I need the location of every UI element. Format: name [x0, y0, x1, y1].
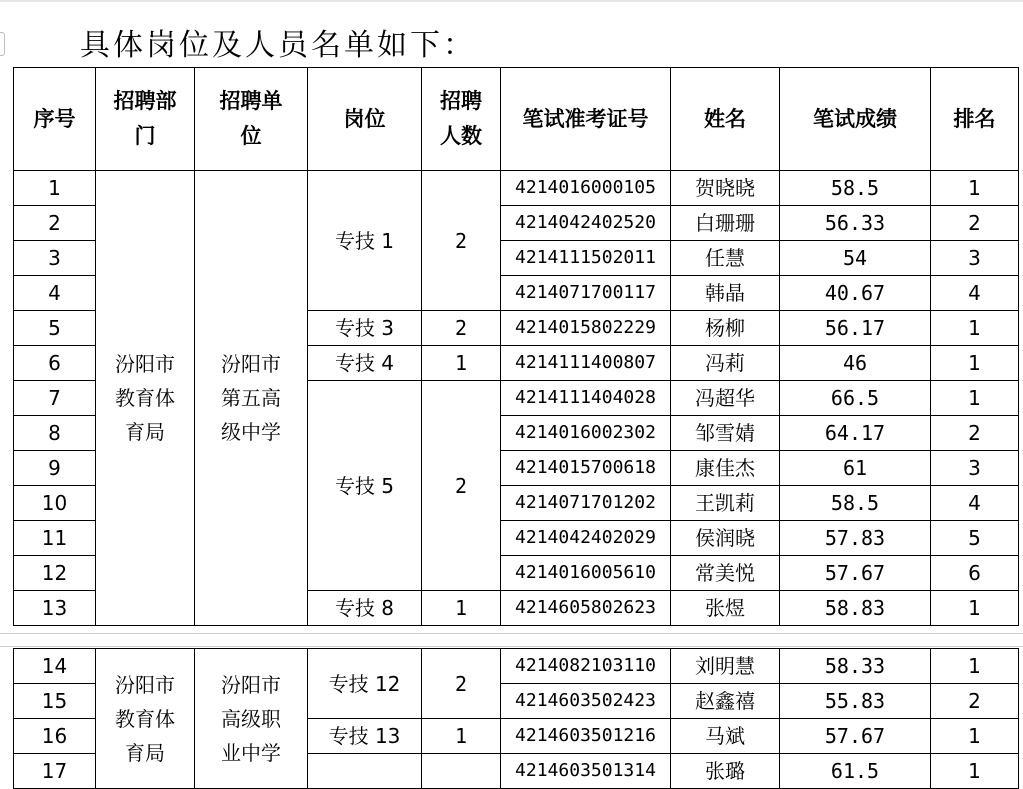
cell-rank: 4: [931, 276, 1019, 311]
cell-count: 1: [422, 346, 501, 381]
header-row: [14, 68, 1019, 171]
cell-rank: 1: [931, 649, 1019, 684]
cell-seq: 14: [14, 649, 96, 684]
cell-rank: 1: [931, 719, 1019, 754]
page-heading: 具体岗位及人员名单如下：: [80, 28, 476, 63]
cell-score: 61: [780, 451, 931, 486]
cell-exam-id: 4214603501216: [501, 719, 671, 754]
cell-name: 杨柳: [671, 311, 780, 346]
cell-score: 54: [780, 241, 931, 276]
cell-count: 1: [422, 591, 501, 626]
margin-marker: [0, 32, 5, 56]
cell-score: 61.5: [780, 754, 931, 789]
cell-score: 57.83: [780, 521, 931, 556]
cell-rank: 5: [931, 521, 1019, 556]
cell-exam-id: 4214042402029: [501, 521, 671, 556]
cell-seq: 16: [14, 719, 96, 754]
cell-rank: 1: [931, 754, 1019, 789]
cell-score: 58.5: [780, 486, 931, 521]
header-count: 招聘 人数: [422, 68, 501, 171]
cell-post: [308, 754, 422, 789]
cell-exam-id: 4214015802229: [501, 311, 671, 346]
cell-seq: 15: [14, 684, 96, 719]
cell-post: 专技 1: [308, 171, 422, 311]
cell-score: 40.67: [780, 276, 931, 311]
cell-name: 张璐: [671, 754, 780, 789]
table-row: [14, 171, 1019, 206]
header-dept: 招聘部 门: [96, 68, 195, 171]
cell-seq: 10: [14, 486, 96, 521]
cell-name: 冯莉: [671, 346, 780, 381]
header-seq: 序号: [14, 68, 96, 171]
cell-rank: 3: [931, 451, 1019, 486]
cell-seq: 8: [14, 416, 96, 451]
page-top-edge: [0, 0, 1023, 2]
cell-exam-id: 4214016002302: [501, 416, 671, 451]
cell-exam-id: 4214111400807: [501, 346, 671, 381]
header-score: 笔试成绩: [780, 68, 931, 171]
cell-exam-id: 4214071700117: [501, 276, 671, 311]
cell-score: 57.67: [780, 719, 931, 754]
cell-score: 55.83: [780, 684, 931, 719]
cell-seq: 11: [14, 521, 96, 556]
cell-name: 王凯莉: [671, 486, 780, 521]
cell-seq: 17: [14, 754, 96, 789]
header-post: 岗位: [308, 68, 422, 171]
cell-name: 马斌: [671, 719, 780, 754]
header-exam-id: 笔试准考证号: [501, 68, 671, 171]
cell-dept: 汾阳市 教育体 育局: [96, 171, 195, 626]
cell-post: 专技 5: [308, 381, 422, 591]
cell-unit: 汾阳市 第五高 级中学: [195, 171, 308, 626]
cell-name: 赵鑫禧: [671, 684, 780, 719]
cell-seq: 12: [14, 556, 96, 591]
header-rank: 排名: [931, 68, 1019, 171]
cell-count: [422, 754, 501, 789]
cell-exam-id: 4214042402520: [501, 206, 671, 241]
cell-score: 56.17: [780, 311, 931, 346]
cell-seq: 13: [14, 591, 96, 626]
cell-rank: 1: [931, 346, 1019, 381]
cell-seq: 5: [14, 311, 96, 346]
cell-exam-id: 4214605802623: [501, 591, 671, 626]
cell-seq: 7: [14, 381, 96, 416]
cell-name: 张煜: [671, 591, 780, 626]
page-break-gap: [0, 633, 1023, 647]
cell-rank: 1: [931, 381, 1019, 416]
cell-count: 2: [422, 649, 501, 719]
cell-post: 专技 4: [308, 346, 422, 381]
cell-rank: 1: [931, 591, 1019, 626]
cell-score: 58.5: [780, 171, 931, 206]
cell-count: 2: [422, 381, 501, 591]
cell-post: 专技 3: [308, 311, 422, 346]
cell-exam-id: 4214016000105: [501, 171, 671, 206]
cell-exam-id: 4214111404028: [501, 381, 671, 416]
cell-count: 2: [422, 311, 501, 346]
cell-count: 2: [422, 171, 501, 311]
cell-rank: 6: [931, 556, 1019, 591]
cell-seq: 9: [14, 451, 96, 486]
cell-name: 任慧: [671, 241, 780, 276]
cell-exam-id: 4214082103110: [501, 649, 671, 684]
header-name: 姓名: [671, 68, 780, 171]
cell-name: 邹雪婧: [671, 416, 780, 451]
cell-exam-id: 4214016005610: [501, 556, 671, 591]
cell-rank: 1: [931, 171, 1019, 206]
cell-post: 专技 13: [308, 719, 422, 754]
header-unit: 招聘单 位: [195, 68, 308, 171]
cell-seq: 3: [14, 241, 96, 276]
cell-exam-id: 4214111502011: [501, 241, 671, 276]
cell-name: 冯超华: [671, 381, 780, 416]
cell-seq: 6: [14, 346, 96, 381]
cell-score: 64.17: [780, 416, 931, 451]
table-row: [14, 649, 1019, 684]
cell-rank: 2: [931, 206, 1019, 241]
cell-exam-id: 4214015700618: [501, 451, 671, 486]
personnel-table-page2: [13, 648, 1019, 789]
cell-score: 58.83: [780, 591, 931, 626]
cell-rank: 2: [931, 416, 1019, 451]
cell-seq: 2: [14, 206, 96, 241]
cell-unit: 汾阳市 高级职 业中学: [195, 649, 308, 789]
cell-rank: 2: [931, 684, 1019, 719]
cell-post: 专技 8: [308, 591, 422, 626]
cell-name: 贺晓晓: [671, 171, 780, 206]
cell-post: 专技 12: [308, 649, 422, 719]
cell-exam-id: 4214603502423: [501, 684, 671, 719]
cell-exam-id: 4214071701202: [501, 486, 671, 521]
cell-rank: 3: [931, 241, 1019, 276]
cell-name: 侯润晓: [671, 521, 780, 556]
cell-rank: 4: [931, 486, 1019, 521]
cell-name: 韩晶: [671, 276, 780, 311]
cell-count: 1: [422, 719, 501, 754]
cell-score: 57.67: [780, 556, 931, 591]
cell-score: 66.5: [780, 381, 931, 416]
cell-rank: 1: [931, 311, 1019, 346]
cell-score: 56.33: [780, 206, 931, 241]
cell-name: 康佳杰: [671, 451, 780, 486]
cell-dept: 汾阳市 教育体 育局: [96, 649, 195, 789]
cell-exam-id: 4214603501314: [501, 754, 671, 789]
cell-seq: 1: [14, 171, 96, 206]
cell-name: 常美悦: [671, 556, 780, 591]
cell-seq: 4: [14, 276, 96, 311]
cell-score: 58.33: [780, 649, 931, 684]
personnel-table-page1: [13, 67, 1019, 626]
cell-name: 刘明慧: [671, 649, 780, 684]
cell-name: 白珊珊: [671, 206, 780, 241]
cell-score: 46: [780, 346, 931, 381]
